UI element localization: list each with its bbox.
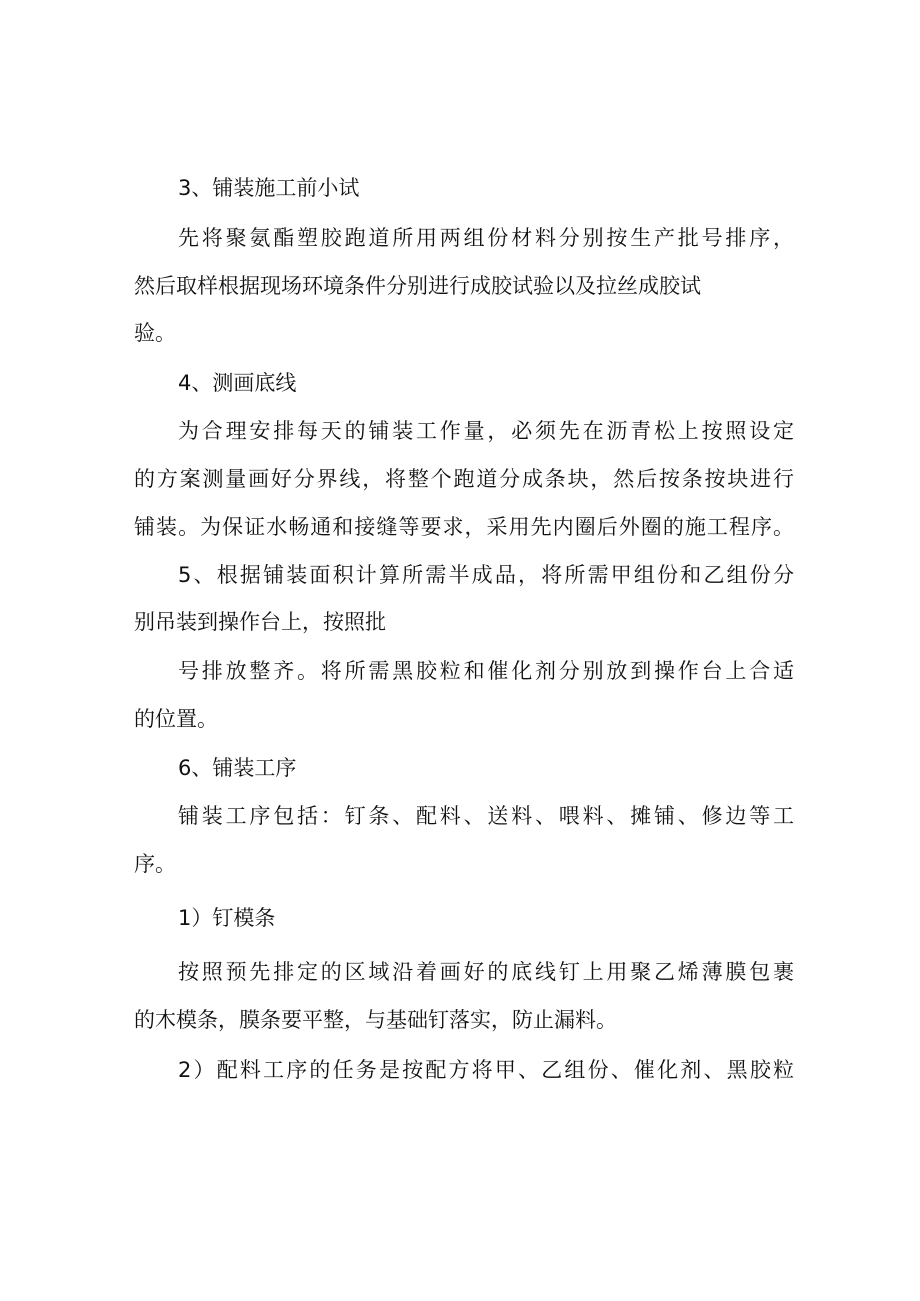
section-heading-4: 4、测画底线 bbox=[178, 371, 297, 395]
paragraph-line: 别吊装到操作台上，按照批 bbox=[134, 610, 386, 634]
paragraph-line: 的木模条，膜条要平整，与基础钉落实，防止漏料。 bbox=[134, 1008, 617, 1032]
subsection-heading-2: 2）配料工序的任务是按配方将甲、乙组份、催化剂、黑胶粒 bbox=[178, 1058, 794, 1082]
section-heading-6: 6、铺装工序 bbox=[178, 756, 297, 780]
paragraph-line: 序。 bbox=[134, 852, 176, 876]
paragraph-line: 的位置。 bbox=[134, 707, 218, 731]
paragraph-line: 的方案测量画好分界线，将整个跑道分成条块，然后按条按块进行 bbox=[134, 467, 794, 491]
paragraph-line: 铺装。为保证水畅通和接缝等要求，采用先内圈后外圈的施工程序。 bbox=[134, 515, 794, 539]
paragraph-line: 验。 bbox=[134, 321, 176, 345]
subsection-heading-1: 1）钉模条 bbox=[178, 906, 276, 930]
section-heading-5: 5、根据铺装面积计算所需半成品，将所需甲组份和乙组份分 bbox=[178, 563, 794, 587]
paragraph-line: 按照预先排定的区域沿着画好的底线钉上用聚乙烯薄膜包裹 bbox=[178, 960, 794, 984]
paragraph-line: 然后取样根据现场环境条件分别进行成胶试验以及拉丝成胶试 bbox=[134, 274, 701, 298]
paragraph-line: 为合理安排每天的铺装工作量，必须先在沥青松上按照设定 bbox=[178, 419, 794, 443]
paragraph-line: 先将聚氨酯塑胶跑道所用两组份材料分别按生产批号排序， bbox=[178, 226, 794, 250]
section-heading-3: 3、铺装施工前小试 bbox=[178, 176, 360, 200]
paragraph-line: 铺装工序包括：钉条、配料、送料、喂料、摊铺、修边等工 bbox=[178, 804, 794, 828]
paragraph-line: 号排放整齐。将所需黑胶粒和催化剂分别放到操作台上合适 bbox=[178, 659, 794, 683]
